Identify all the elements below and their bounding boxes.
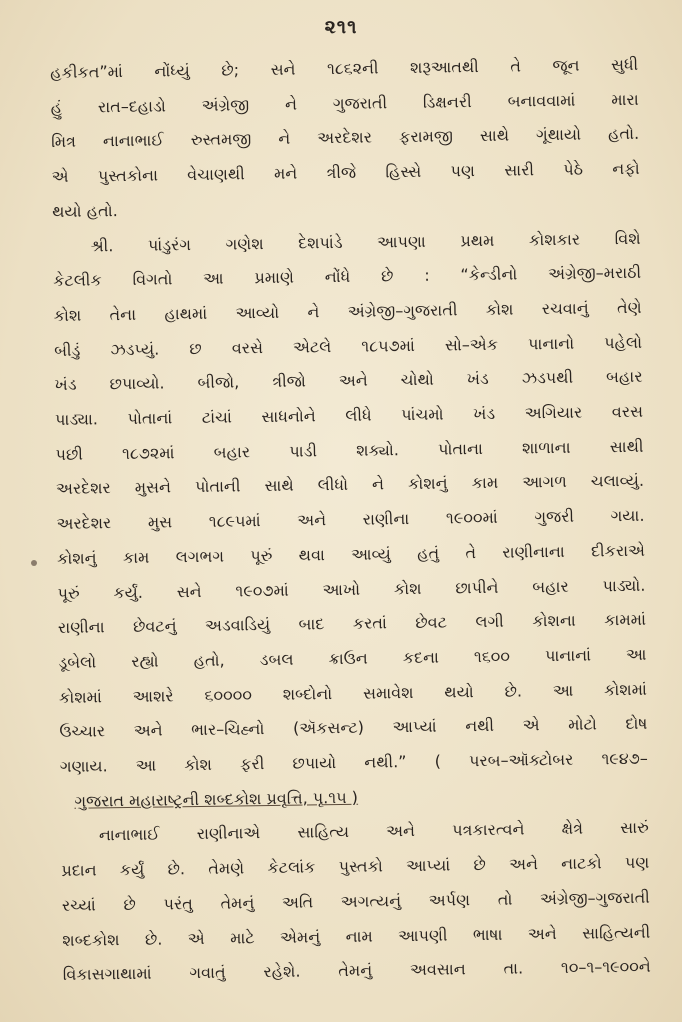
citation-line: ગુજરાત મહારાષ્ટ્રની શબ્દકોશ પ્રવૃત્તિ, પૃ.૧૫ ) <box>74 787 359 811</box>
text-line: ઉચ્ચાર અને ભાર–ચિહ્નો (ઍકસન્ટ) આપ્યાં નથી એ મોટો દોષ <box>59 714 648 742</box>
text-line: શબ્દકોશ છે. એ માટે એમનું નામ આપણી ભાષા અને સાહિત્યની <box>62 922 651 950</box>
text-line: પછી ૧૮૭૨માં બહાર પાડી શક્યો. પોતાના શાળાના સાથી <box>55 436 644 464</box>
text-line: ડૂબેલો રહ્યો હતો, ડબલ ક્રાઉન કદના ૧૬૦૦ પાનાનાં આ <box>58 644 647 672</box>
page-number: ૨૧૧ <box>324 16 358 38</box>
text-line: ખંડ છપાવ્યો. બીજો, ત્રીજો અને ચોથો ખંડ ઝડપથી બહાર <box>54 367 643 395</box>
text-line: મિત્ર નાનાભાઈ રુસ્તમજી ને અરદેશર ફરામજી સાથે ગૂંથાયો હતો. <box>51 124 640 152</box>
text-line: પાડ્યા. પોતાનાં ટાંચાં સાધનોને લીધે પાંચમો ખંડ અગિયાર વરસ <box>54 401 644 429</box>
text-line: હું રાત–દહાડો અંગ્રેજી ને ગુજરાતી ડિક્ષનરી બનાવવામાં મારા <box>50 89 639 117</box>
text-line: વિકાસગાથામાં ગવાતું રહેશે. તેમનું અવસાન તા. ૧૦–૧–૧૯૦૦ને <box>62 956 651 985</box>
text-line: કોશનું કામ લગભગ પૂરું થવા આવ્યું હતું તે રાણીનાના દીકરાએ <box>56 540 646 568</box>
text-line: પ્રદાન કર્યું છે. તેમણે કેટલાંક પુસ્તકો આપ્યાં છે અને નાટકો પણ <box>61 852 650 881</box>
text-line: નાનાભાઈ રાણીનાએ સાહિત્ય અને પત્રકારત્વને ક્ષેત્રે સારું <box>98 818 649 845</box>
text-line: અરદેશર મુસને પોતાની સાથે લીધો ને કોશનું કામ આગળ ચલાવ્યું. <box>55 471 645 499</box>
text-line: કેટલીક વિગતો આ પ્રમાણે નોંધે છે : “કેન્ડીનો અંગ્રેજી–મરાઠી <box>53 262 642 291</box>
text-line: પૂરું કર્યું. સને ૧૯૦૭માં આખો કોશ છાપીને બહાર પાડ્યો. <box>57 575 646 603</box>
text-line: એ પુસ્તકોના વેચાણથી મને ત્રીજે હિસ્સે પણ સારી પેઠે નફો <box>51 158 640 187</box>
text-line: રચ્યાં છે પરંતુ તેમનું અતિ અગત્યનું અર્પણ તો અંગ્રેજી–ગુજરાતી <box>61 887 650 915</box>
text-line: થયો હતો. <box>52 200 118 221</box>
text-line: ગણાય. આ કોશ ફરી છપાયો નથી.” ( પરબ–ઑક્ટોબર ૧૯૪૭– <box>59 748 648 776</box>
text-line: કોશ તેના હાથમાં આવ્યો ને અંગ્રેજી–ગુજરાતી કોશ રચવાનું તેણે <box>53 297 642 325</box>
text-line: રાણીના છેવટનું અડવાડિયું બાદ કરતાં છેવટ લગી કોશના કામમાં <box>57 609 647 638</box>
text-line: કોશમાં આશરે ૬૦૦૦૦ શબ્દોનો સમાવેશ થયો છે. આ કોશમાં <box>58 679 648 707</box>
text-line: બીડું ઝડપ્યું. છ વરસે એટલે ૧૮૫૭માં સો–એક પાનાનો પહેલો <box>53 332 643 360</box>
body-text <box>50 48 651 993</box>
margin-dot <box>31 560 37 566</box>
text-line: શ્રી. પાંડુરંગ ગણેશ દેશપાંડે આપણા પ્રથમ કોશકાર વિશે <box>90 228 641 255</box>
text-line: અરદેશર મુસ ૧૮૯૫માં અને રાણીના ૧૯૦૦માં ગુજરી ગયા. <box>56 505 645 534</box>
text-line: હકીકત”માં નોંધ્યું છે; સને ૧૮૬૨ની શરૂઆતથી તે જૂન સુધી <box>50 54 639 82</box>
